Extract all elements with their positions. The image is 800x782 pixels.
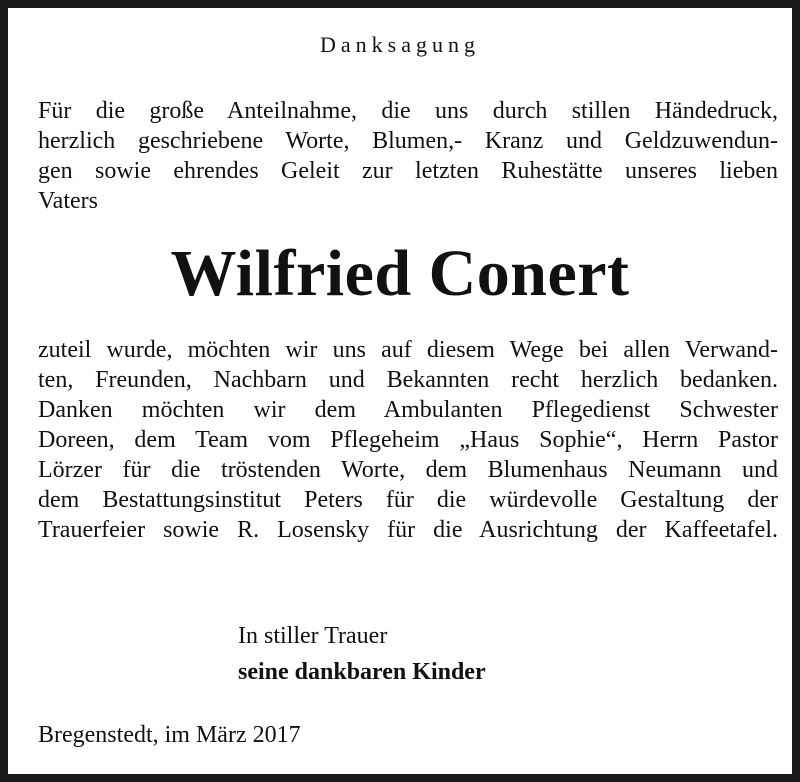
intro-line: Vaters bbox=[38, 188, 98, 214]
signature-mourning: In stiller Trauer bbox=[238, 623, 388, 649]
place-date: Bregenstedt, im März 2017 bbox=[38, 722, 301, 748]
intro-line: herzlich geschriebene Worte, Blumen,- Kranz und Geldzuwendun- bbox=[38, 128, 778, 154]
intro-paragraph bbox=[38, 96, 778, 216]
body-line: dem Bestattungsinstitut Peters für die würdevolle Gestaltung der bbox=[38, 487, 778, 513]
deceased-name: Wilfried Conert bbox=[170, 237, 630, 310]
intro-line: Für die große Anteilnahme, die uns durch stillen Händedruck, bbox=[38, 98, 778, 124]
intro-line: gen sowie ehrendes Geleit zur letzten Ruhestätte unseres lieben bbox=[38, 158, 778, 184]
body-line: Lörzer für die tröstenden Worte, dem Blumenhaus Neumann und bbox=[38, 457, 778, 483]
body-line: Doreen, dem Team vom Pflegeheim „Haus Sophie“, Herrn Pastor bbox=[38, 427, 778, 453]
signature-family: seine dankbaren Kinder bbox=[238, 659, 486, 685]
body-paragraph bbox=[38, 335, 778, 545]
body-line: ten, Freunden, Nachbarn und Bekannten recht herzlich bedanken. bbox=[38, 367, 778, 393]
body-line: zuteil wurde, möchten wir uns auf diesem Wege bei allen Verwand- bbox=[38, 337, 778, 363]
body-line: Danken möchten wir dem Ambulanten Pflegedienst Schwester bbox=[38, 397, 778, 423]
notice-heading: Danksagung bbox=[320, 32, 480, 57]
body-line: Trauerfeier sowie R. Losensky für die Ausrichtung der Kaffeetafel. bbox=[38, 517, 778, 543]
